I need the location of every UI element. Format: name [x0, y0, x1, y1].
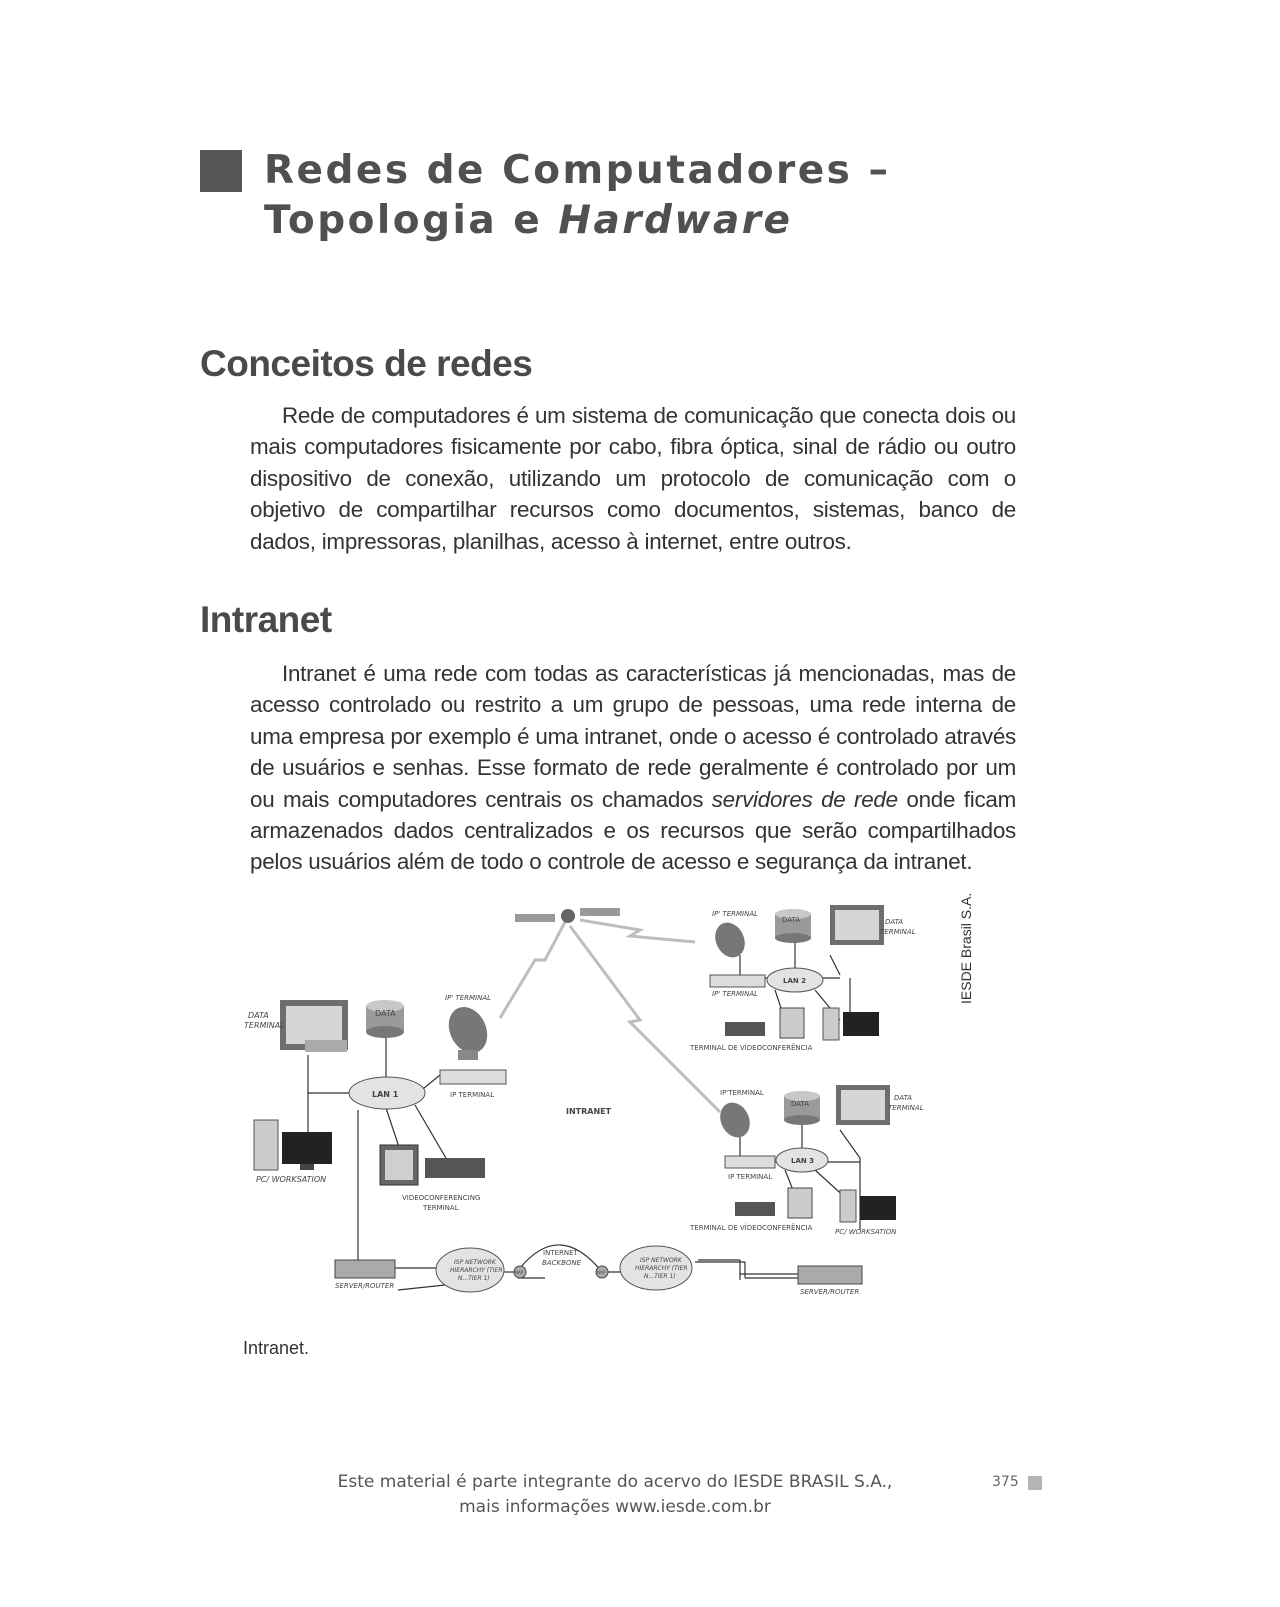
isp-1-label-1: ISP NETWORK	[454, 1259, 496, 1266]
figure-credit: IESDE Brasil S.A.	[958, 892, 974, 1004]
lan2-data-terminal-label-1: DATA	[885, 918, 904, 926]
ip-terminal-upper-label: IP' TERMINAL	[445, 994, 492, 1002]
lan3-ip-terminal-label: IP'TERMINAL	[720, 1089, 764, 1097]
server-router-2-label: SERVER/ROUTER	[800, 1288, 860, 1296]
lan3-ip-terminal-lower-label: IP TERMINAL	[728, 1173, 773, 1181]
lan3-data-label: DATA	[791, 1100, 810, 1108]
lan3-video-label: TERMINAL DE VÍDEOCONFERÊNCIA	[690, 1224, 813, 1232]
footer-notice	[300, 1470, 930, 1520]
radio-link-ip-terminal	[500, 922, 565, 1018]
video-terminal-label-1: VIDEOCONFERENCING	[402, 1194, 481, 1202]
lan2-data-label: DATA	[782, 916, 801, 924]
footer-line-1: Este material é parte integrante do acervo do IESDE BRASIL S.A.,	[337, 1472, 893, 1492]
lan2-video-icon	[725, 1008, 879, 1040]
lan2-ip-terminal-lower-label: IP' TERMINAL	[712, 990, 759, 998]
lan2-label: LAN 2	[783, 977, 807, 985]
intranet-center-label: INTRANET	[566, 1107, 612, 1116]
lan3-label: LAN 3	[791, 1157, 815, 1165]
isp-1-label-3: N...TIER 1)	[458, 1275, 490, 1282]
lan1-data-label: DATA	[375, 1009, 396, 1018]
chapter-title-italic: Hardware	[558, 198, 793, 243]
backbone-label-1: INTERNET	[543, 1249, 578, 1257]
nap-1-label: NAP	[515, 1270, 524, 1275]
lan1-pc-workstation-icon	[254, 1120, 332, 1170]
server-router-1-icon	[335, 1260, 395, 1278]
lan3-data-terminal-label-1: DATA	[894, 1094, 913, 1102]
chapter-title-line1: Redes de Computadores –	[264, 148, 891, 193]
lan2-dish-icon	[710, 918, 765, 987]
isp-2-label-3: N...TIER 1)	[644, 1273, 676, 1280]
lan3-dish-icon	[715, 1098, 775, 1168]
isp-1-label-2: HIERARCHY (TIER	[450, 1267, 503, 1274]
lan2-data-terminal-icon	[830, 905, 884, 945]
paragraph-emphasis: servidores de rede	[711, 786, 898, 812]
page-number-marker	[1028, 1476, 1042, 1490]
section-heading-conceitos: Conceitos de redes	[200, 343, 533, 384]
lan1-data-terminal-label-2: TERMINAL	[244, 1021, 285, 1030]
nap-2-label: NAP	[597, 1270, 606, 1275]
server-router-2-icon	[798, 1266, 862, 1284]
video-terminal-label-2: TERMINAL	[423, 1204, 459, 1212]
section-paragraph-conceitos: Rede de computadores é um sistema de comunicação que conecta dois ou mais computadores fisicamente por cabo, fibra óptica, sinal de rádio ou outro dispositivo de conexão, utilizando um protocolo de comunicação com o objetivo de compartilhar recursos como documentos, sistemas, banco de dados, impressoras, planilhas, acesso à internet, entre outros.	[250, 403, 1016, 554]
section-heading-intranet: Intranet	[200, 599, 332, 640]
lan1-data-terminal-label-1: DATA	[248, 1011, 269, 1020]
footer-line-2: mais informações www.iesde.com.br	[459, 1497, 771, 1517]
lan3-database-icon	[784, 1091, 820, 1125]
lan1-video-terminal-icon	[380, 1145, 485, 1185]
isp-2-label-1: ISP NETWORK	[640, 1257, 682, 1264]
chapter-marker-block	[200, 150, 242, 192]
chapter-title-line2: Topologia e	[264, 198, 559, 243]
lan3-video-pc-icons	[735, 1188, 896, 1222]
lan1-label: LAN 1	[372, 1090, 399, 1099]
page-number: 375	[992, 1474, 1019, 1490]
lan2-ip-terminal-label: IP' TERMINAL	[712, 910, 759, 918]
radio-link-lan2	[580, 920, 695, 942]
server-router-1-label: SERVER/ROUTER	[335, 1282, 395, 1290]
lan2-data-terminal-label-2: TERMINAL	[880, 928, 916, 936]
lan1-data-terminal	[280, 1000, 348, 1052]
paragraph-part-1: Intranet é uma rede com todas as características já mencionadas, mas de acesso controlado ou restrito a um grupo de pessoas, uma rede interna de uma empresa por exemplo é uma intranet, onde o acesso é controlado através de usuários e senhas. Esse formato de rede geralmente é controlado por um ou mais computadores centrais os chamados	[250, 661, 1016, 812]
isp-2-label-2: HIERARCHY (TIER	[635, 1265, 688, 1272]
radio-links	[500, 920, 720, 1112]
radio-link-lan3	[570, 926, 720, 1112]
figure-caption: Intranet.	[243, 1338, 310, 1358]
ip-terminal-dish-icon	[440, 1001, 506, 1084]
lan3-cabling	[698, 1120, 860, 1280]
section-paragraph-intranet	[250, 658, 1016, 878]
intranet-diagram-svg	[240, 900, 1000, 1340]
satellite-icon	[515, 908, 620, 923]
lan2-video-label: TERMINAL DE VÍDEOCONFERÊNCIA	[690, 1044, 813, 1052]
lan3-data-terminal-label-2: TERMINAL	[888, 1104, 924, 1112]
lan3-data-terminal-icon	[836, 1085, 890, 1125]
ip-terminal-center-label: IP TERMINAL	[450, 1091, 495, 1099]
chapter-title	[264, 146, 890, 246]
lan2-database-icon	[775, 909, 811, 943]
paragraph-part-2: onde ficam armazenados dados centralizados e os recursos que serão compartilhados pelos usuários além de todo o controle de acesso e segurança da intranet.	[250, 786, 1017, 875]
backbone-label-2: BACKBONE	[542, 1259, 582, 1267]
lan3-pc-workstation-label: PC/ WORKSATION	[835, 1228, 897, 1236]
lan1-database-icon	[366, 1000, 404, 1038]
lan1-pc-workstation-label: PC/ WORKSATION	[256, 1175, 327, 1184]
intranet-diagram	[240, 900, 1000, 1340]
